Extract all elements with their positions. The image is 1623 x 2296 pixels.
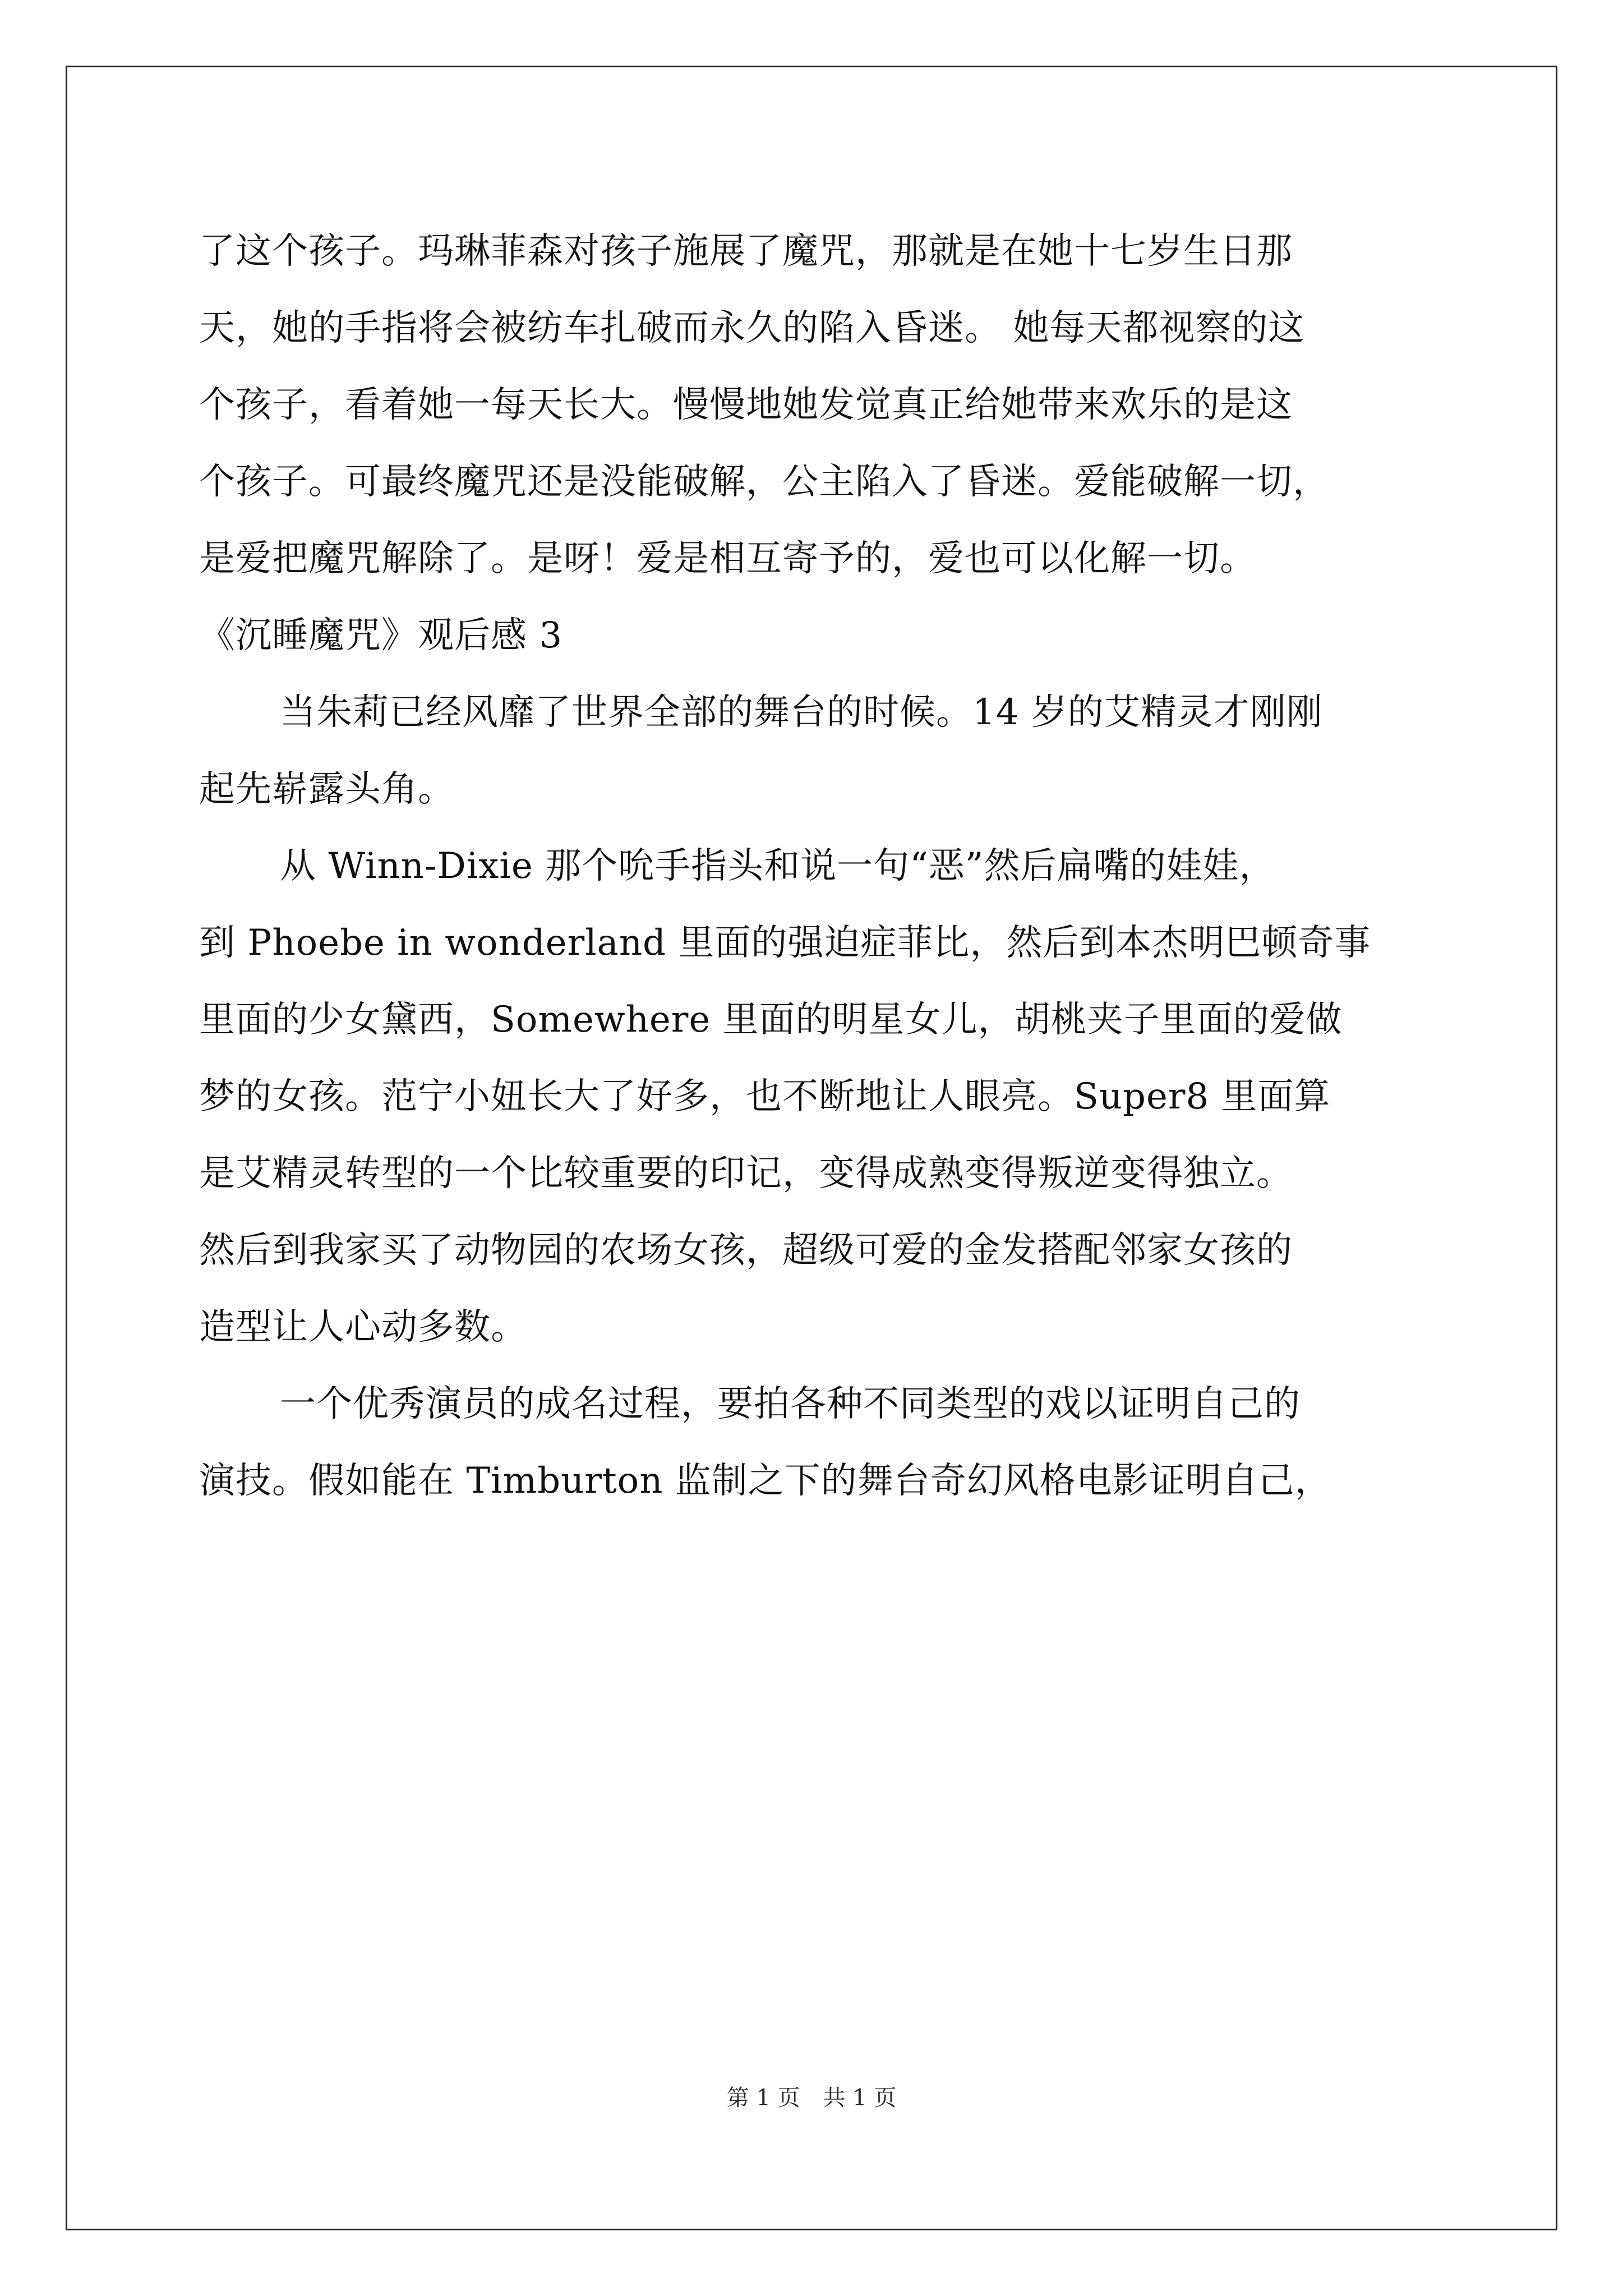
paragraph-start: 从 Winn-Dixie 那个吮手指头和说一句“恶”然后扁嘴的娃娃，	[280, 845, 1276, 887]
text-line: 演技。假如能在 Timburton 监制之下的舞台奇幻风格电影证明自己，	[199, 1460, 1331, 1502]
page-total: 共 1 页	[823, 2085, 897, 2111]
text-line: 是爱把魔咒解除了。是呀！爱是相互寄予的，爱也可以化解一切。	[199, 538, 1256, 579]
text-line: 然后到我家买了动物园的农场女孩，超级可爱的金发搭配邻家女孩的	[199, 1230, 1293, 1271]
text-line: 造型让人心动多数。	[199, 1306, 527, 1348]
text-line: 梦的女孩。范宁小妞长大了好多，也不断地让人眼亮。Super8 里面算	[199, 1076, 1331, 1117]
page-number: 第 1 页	[726, 2085, 800, 2111]
text-line: 个孩子。可最终魔咒还是没能破解，公主陷入了昏迷。爱能破解一切，	[199, 461, 1329, 503]
document-body	[199, 213, 1433, 1520]
paragraph-start: 一个优秀演员的成名过程，要拍各种不同类型的戏以证明自己的	[280, 1383, 1301, 1425]
text-line: 了这个孩子。玛琳菲森对孩子施展了魔咒，那就是在她十七岁生日那	[199, 231, 1293, 272]
page-footer	[0, 2081, 1623, 2115]
text-line: 起先崭露头角。	[199, 769, 454, 810]
text-line: 到 Phoebe in wonderland 里面的强迫症菲比，然后到本杰明巴顿奇事	[199, 922, 1371, 964]
text-line: 里面的少女黛西，Somewhere 里面的明星女儿，胡桃夹子里面的爱做	[199, 999, 1343, 1041]
text-line: 个孩子，看着她一每天长大。慢慢地她发觉真正给她带来欢乐的是这	[199, 384, 1293, 426]
text-line: 天，她的手指将会被纺车扎破而永久的陷入昏迷。 她每天都视察的这	[199, 307, 1305, 349]
section-heading: 《沉睡魔咒》观后感 3	[199, 615, 563, 656]
text-line: 是艾精灵转型的一个比较重要的印记，变得成熟变得叛逆变得独立。	[199, 1153, 1293, 1194]
paragraph-start: 当朱莉已经风靡了世界全部的舞台的时候。14 岁的艾精灵才刚刚	[280, 692, 1323, 733]
